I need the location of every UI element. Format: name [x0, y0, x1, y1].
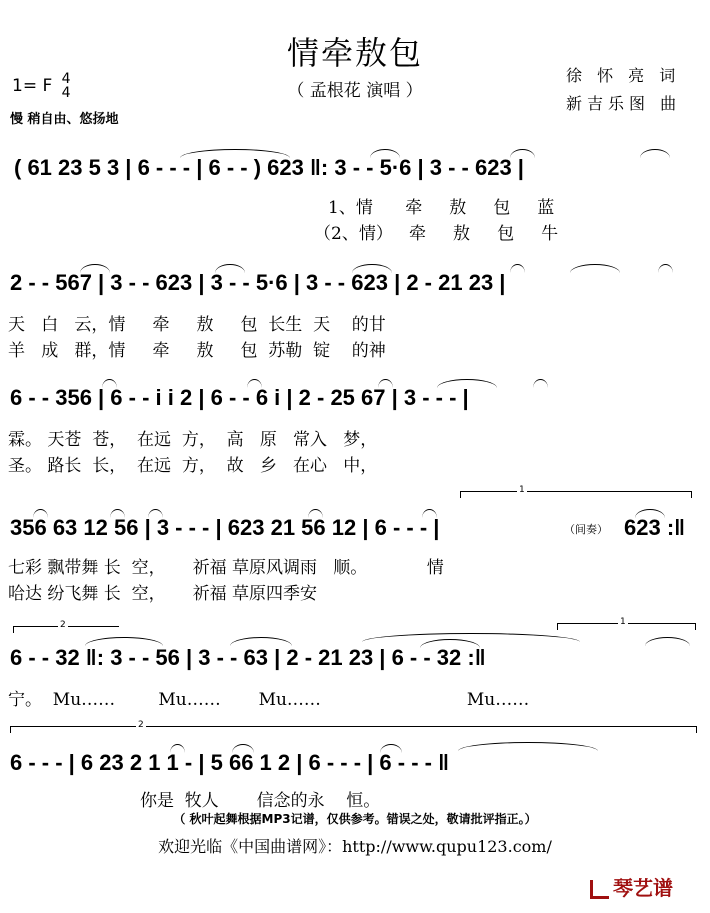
- volta-bracket-2: [10, 720, 697, 733]
- slur: [658, 264, 673, 273]
- lyrics-verse-2: 哈达 纷飞舞 长 空， 祈福 草原四季安: [8, 584, 318, 604]
- logo-text: 琴艺谱: [613, 876, 673, 900]
- slur: [640, 149, 670, 158]
- key-label: 1= F: [12, 76, 53, 96]
- volta-bracket-1: [557, 617, 696, 630]
- notation: 6 - - 32 ‖: 3 - - 56 | 3 - - 63 | 2 - 21 23 | 6 - - 32 :‖: [10, 645, 486, 670]
- singer-credit: （ 孟根花 演唱 ）: [287, 81, 423, 101]
- piano-logo-icon: [590, 880, 609, 899]
- volta-number: 1: [519, 485, 525, 495]
- tie: [458, 742, 598, 751]
- interlude-label: （间奏）: [564, 524, 608, 536]
- slur: [533, 379, 548, 388]
- lyrics-verse-1: 宁。 Mu…… Mu…… Mu…… Mu……: [8, 690, 530, 710]
- website-link[interactable]: 欢迎光临《中国曲谱网》：http://www.qupu123.com/: [158, 837, 552, 856]
- volta-bracket-1: [460, 485, 692, 498]
- time-signature: [62, 72, 71, 100]
- volta-number: 2: [138, 720, 144, 730]
- song-title: 情牵敖包: [286, 34, 423, 72]
- notation: 356 63 12 56 | 3 - - - | 623 21 56 12 | 6 - - - |: [10, 515, 440, 540]
- volta-bracket-2: [13, 620, 119, 633]
- transcription-note: （ 秋叶起舞根据MP3记谱，仅供参考。错误之处，敬请批评指正。）: [173, 812, 537, 826]
- composer: 新吉乐图 曲: [566, 94, 682, 113]
- time-sig-top: 4: [61, 71, 71, 87]
- notation: 2 - - 567 | 3 - - 623 | 3 - - 5·6 | 3 - - 623 | 2 - 21 23 |: [10, 270, 506, 295]
- volta-number: 1: [620, 617, 626, 627]
- lyrics-verse-2: （2、情） 牵 敖 包 牛: [314, 224, 559, 244]
- lyricist: 徐 怀 亮 词: [566, 66, 681, 85]
- slur: [510, 264, 525, 273]
- lyrics-verse-2: 羊 成 群，情 牵 敖 包 苏勒 锭 的神: [8, 341, 386, 361]
- notation: 6 - - 356 | 6 - - i i 2 | 6 - - 6 i | 2 - 25 67 | 3 - - - |: [10, 385, 469, 410]
- lyrics-verse-1: 天 白 云，情 牵 敖 包 长生 天 的甘: [8, 315, 386, 335]
- lyrics-verse-2: 圣。 路长 长， 在远 方， 故 乡 在心 中，: [8, 456, 378, 476]
- notation: 6 - - - | 6 23 2 1 1 - | 5 66 1 2 | 6 - - - | 6 - - - ‖: [10, 750, 450, 775]
- time-sig-bottom: 4: [61, 85, 71, 101]
- tempo-marking: 慢 稍自由、悠扬地: [10, 112, 119, 127]
- lyrics-verse-1: 你是 牧人 信念的永 恒。: [140, 791, 381, 811]
- slur: [645, 637, 690, 646]
- notation: ( 61 23 5 3 | 6 - - - | 6 - - ) 623 ‖: 3 - - 5·6 | 3 - - 623 |: [14, 155, 524, 180]
- key-signature: [12, 72, 71, 100]
- lyrics-verse-1: 七彩 飘带舞 长 空， 祈福 草原风调雨 顺。 情: [8, 558, 444, 578]
- qinyipu-logo: [590, 872, 673, 901]
- slur: [570, 264, 620, 273]
- volta-number: 2: [60, 620, 66, 630]
- lyrics-verse-1: 1、情 牵 敖 包 蓝: [328, 198, 555, 218]
- notation-end: 623 :‖: [624, 515, 686, 540]
- credits: [566, 62, 681, 118]
- lyrics-verse-1: 霖。 天苍 苍， 在远 方， 高 原 常入 梦，: [8, 430, 378, 450]
